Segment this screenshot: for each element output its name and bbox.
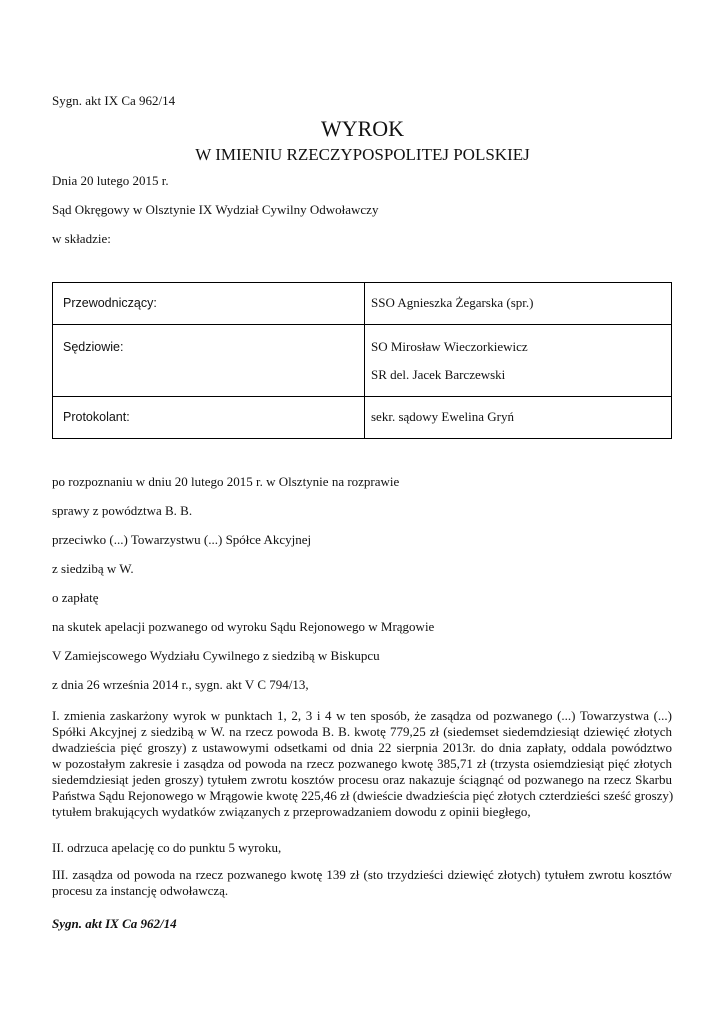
clerk-label: Protokolant: [63, 410, 130, 424]
ruling-point-1-line: w pozostałym zakresie i zasądza od powoda na rzecz pozwanego kwotę 385,71 zł (trzysta osiemdziesiąt pięć złotych [52, 756, 672, 771]
ruling-point-1-line: dwadzieścia pięć groszy) z ustawowymi odsetkami od dnia 22 sierpnia 2013r. do dnia zapłaty, oddala powództwo [52, 740, 672, 755]
case-line-plaintiff: sprawy z powództwa B. B. [52, 503, 193, 518]
case-line-hearing: po rozpoznaniu w dniu 20 lutego 2015 r. w Olsztynie na rozprawie [52, 474, 400, 489]
ruling-point-3 [52, 867, 672, 899]
table-column-divider [364, 283, 365, 438]
ruling-point-3-line: III. zasądza od powoda na rzecz pozwanego kwotę 139 zł (sto trzydzieści dziewięć złotych) tytułem zwrotu kosztów [52, 867, 672, 882]
ruling-point-1 [52, 708, 672, 820]
judge-1-value: SO Mirosław Wieczorkiewicz [371, 339, 528, 354]
ruling-point-1-line: tytułem brakujących wydatków związanych z przeprowadzaniem dowodu z opinii biegłego, [52, 804, 531, 819]
case-line-subject: o zapłatę [52, 590, 99, 605]
presiding-judge-value: SSO Agnieszka Żegarska (spr.) [371, 295, 534, 310]
ruling-point-1-line: Spółki Akcyjnej z siedzibą w W. na rzecz powoda B. B. kwotę 779,25 zł (siedemset siedemdziesiąt dziewięć złotych [52, 724, 672, 739]
composition-label: w składzie: [52, 231, 111, 246]
case-signature-bottom: Sygn. akt IX Ca 962/14 [52, 916, 177, 931]
ruling-point-1-line: siedemdziesiąt jeden groszy) tytułem zwrotu kosztów procesu oraz nakazuje ściągnąć od pozwanego na rzecz Skarbu [52, 772, 672, 787]
judges-label: Sędziowie: [63, 340, 124, 354]
case-line-defendant: przeciwko (...) Towarzystwu (...) Spółce Akcyjnej [52, 532, 312, 547]
presiding-judge-label: Przewodniczący: [63, 296, 157, 310]
ruling-point-3-line: procesu za instancję odwoławczą. [52, 883, 229, 898]
court-name: Sąd Okręgowy w Olsztynie IX Wydział Cywilny Odwoławczy [52, 202, 379, 217]
ruling-point-1-line: I. zmienia zaskarżony wyrok w punktach 1, 2, 3 i 4 w ten sposób, że zasądza od pozwanego (...) Towarzystwa (...) [52, 708, 672, 723]
ruling-point-1-line: Państwa Sądu Rejonowego w Mrągowie kwotę 225,46 zł (dwieście dwadzieścia pięć złotych czterdzieści sześć groszy) [52, 788, 674, 803]
judge-2-value: SR del. Jacek Barczewski [371, 367, 506, 382]
case-line-seat: z siedzibą w W. [52, 561, 134, 576]
clerk-value: sekr. sądowy Ewelina Gryń [371, 409, 514, 424]
case-line-division: V Zamiejscowego Wydziału Cywilnego z siedzibą w Biskupcu [52, 648, 380, 663]
judgment-date: Dnia 20 lutego 2015 r. [52, 173, 169, 188]
case-line-lower-ruling: z dnia 26 września 2014 r., sygn. akt V C 794/13, [52, 677, 309, 692]
document-title: WYROK [320, 116, 405, 141]
document-subtitle: W IMIENIU RZECZYPOSPOLITEJ POLSKIEJ [195, 145, 530, 164]
case-line-appeal: na skutek apelacji pozwanego od wyroku Sądu Rejonowego w Mrągowie [52, 619, 435, 634]
case-signature-top: Sygn. akt IX Ca 962/14 [52, 93, 176, 108]
table-row-divider [53, 396, 671, 397]
ruling-point-2: II. odrzuca apelację co do punktu 5 wyroku, [52, 840, 282, 855]
table-row-divider [53, 324, 671, 325]
court-panel-table [52, 282, 672, 439]
